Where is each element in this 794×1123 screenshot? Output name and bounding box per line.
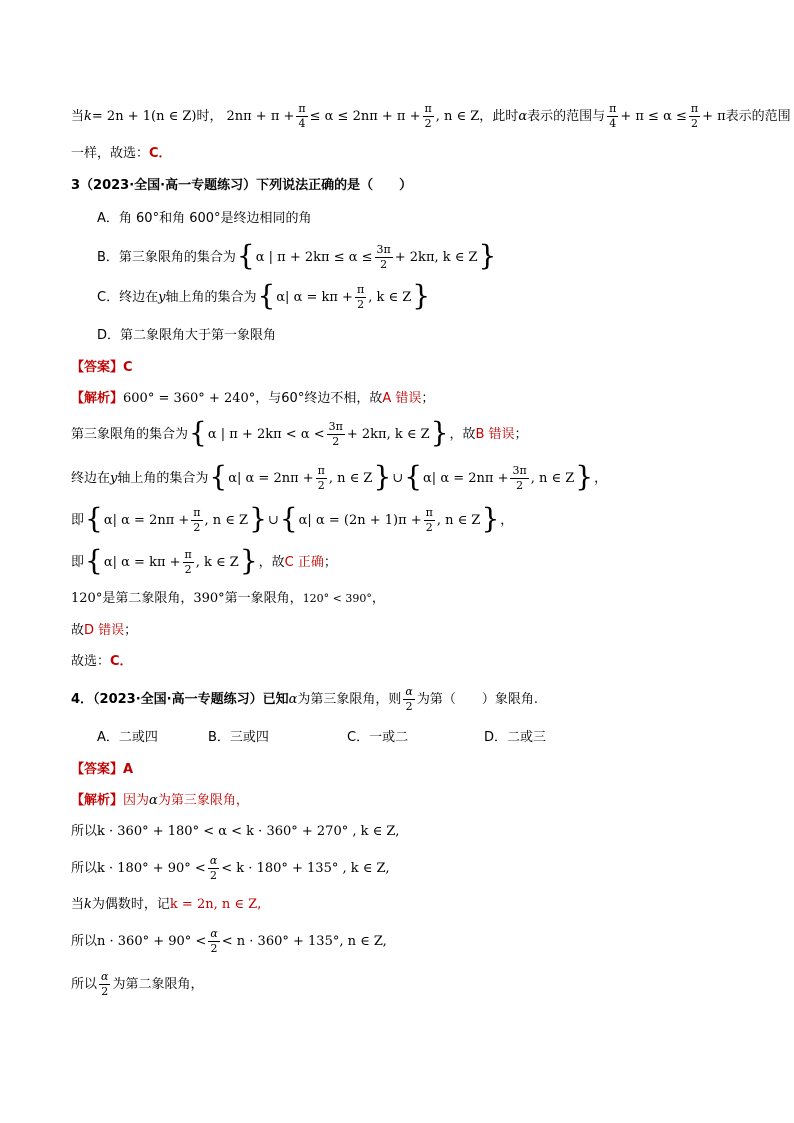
math-var: α — [288, 691, 298, 707]
math-expr: k · 360° + 180° < α < k · 360° + 270° , k ∈ Z, — [97, 823, 400, 839]
highlight-text: 为第三象限角， — [157, 792, 249, 808]
math-expr: 120° — [71, 590, 103, 606]
frac-num: π — [690, 101, 699, 115]
text: 故选： — [71, 653, 111, 669]
text: 即 — [71, 512, 85, 528]
answer-text: C． — [110, 653, 133, 669]
brace: { — [189, 416, 207, 449]
question-text: 4．（2023·全国·高一专题练习）已知 — [71, 691, 289, 707]
text: ，故 — [258, 554, 285, 570]
math-expr: k = 2n, n ∈ Z — [169, 896, 258, 912]
answer-text: C — [123, 359, 133, 375]
frac-num: π — [193, 505, 201, 519]
math-expr: , n ∈ Z — [435, 108, 480, 124]
frac-num: α — [210, 926, 218, 940]
fraction — [355, 284, 366, 310]
math-expr: , n ∈ Z — [328, 470, 373, 486]
text: ， — [371, 590, 385, 606]
fraction — [99, 971, 110, 997]
q3-analysis-line-8 — [71, 641, 754, 681]
math-expr: = 2n + 1(n ∈ Z) — [91, 108, 197, 124]
frac-num: α — [101, 969, 109, 983]
answer-label: 【答案】 — [71, 761, 124, 777]
frac-num: α — [209, 853, 218, 867]
fraction — [403, 686, 414, 712]
brace: { — [236, 239, 255, 272]
frac-num: π — [609, 101, 617, 115]
math-expr: α| α = 2nπ + — [228, 470, 314, 486]
brace: { — [279, 502, 298, 535]
frac-num: 3π — [328, 419, 343, 433]
text: 为偶数时，记 — [91, 896, 170, 912]
solution-line-1 — [71, 96, 791, 136]
math-expr: 600° = 360° + 240° — [123, 390, 256, 406]
frac-den: 2 — [690, 116, 698, 130]
frac-num: π — [184, 547, 192, 561]
math-var: k — [84, 108, 92, 124]
math-expr: α| α = 2nπ + — [423, 470, 509, 486]
option-text: C．终边在 — [97, 289, 159, 305]
frac-den: 2 — [184, 562, 192, 576]
option-text: D．第二象限角大于第一象限角 — [97, 327, 277, 343]
math-expr: α| α = (2n + 1)π + — [298, 512, 422, 528]
frac-den: 4 — [609, 116, 617, 130]
frac-num: 3π — [512, 463, 527, 477]
text: 所以 — [71, 976, 98, 992]
fraction — [316, 465, 327, 491]
text: 所以 — [71, 823, 98, 839]
option-text: 轴上角的集合为 — [165, 289, 257, 305]
math-expr: , n ∈ Z — [204, 512, 249, 528]
fraction — [208, 855, 219, 881]
question-text: 3（2023·全国·高一专题练习）下列说法正确的是（ ） — [71, 177, 413, 193]
brace: } — [430, 416, 449, 449]
math-var: y — [158, 289, 166, 305]
q3-analysis-line-2 — [71, 414, 754, 454]
math-expr: 2nπ + π + — [226, 108, 295, 124]
question-4-title — [71, 679, 754, 719]
fraction — [424, 507, 435, 533]
frac-den: 2 — [516, 478, 524, 492]
option-c: C．一或二 — [347, 729, 409, 745]
fraction — [607, 103, 618, 129]
frac-num: π — [424, 101, 432, 115]
analysis-label: 【解析】 — [71, 390, 124, 406]
fraction — [510, 465, 528, 491]
math-expr: α| α = kπ + — [103, 554, 181, 570]
frac-den: 2 — [193, 520, 201, 534]
text: 是第二象限角， — [102, 590, 194, 606]
math-expr: α | π + 2kπ ≤ α ≤ — [255, 249, 373, 265]
text: ； — [124, 622, 138, 638]
q3-option-a — [97, 198, 754, 238]
frac-den: 2 — [210, 868, 218, 882]
option-text: B．第三象限角的集合为 — [97, 249, 236, 265]
brace: } — [249, 502, 267, 535]
answer-text: C． — [149, 145, 172, 161]
brace: } — [478, 239, 497, 272]
text: 时， — [196, 108, 223, 124]
question-text: 为第三象限角，则 — [297, 691, 402, 707]
analysis-label: 【解析】 — [71, 792, 124, 808]
fraction — [689, 103, 700, 129]
q3-option-c — [97, 277, 754, 317]
question-text: 为第（ ）象限角. — [416, 691, 538, 707]
text: ， — [500, 512, 514, 528]
frac-den: 2 — [424, 116, 432, 130]
answer-label: 【答案】 — [71, 359, 124, 375]
frac-den: 2 — [101, 984, 109, 998]
fraction — [423, 103, 434, 129]
frac-den: 2 — [425, 520, 433, 534]
math-expr: < n · 360° + 135°, n ∈ Z, — [221, 933, 387, 949]
frac-den: 2 — [210, 941, 218, 955]
highlight-text: D 错误 — [84, 622, 125, 638]
math-expr: k · 180° + 90° < — [97, 860, 206, 876]
math-expr: , k ∈ Z — [368, 289, 412, 305]
option-a: A．二或四 — [97, 729, 158, 745]
math-expr: ≤ α ≤ 2nπ + π + — [309, 108, 421, 124]
text: ，故 — [449, 426, 476, 442]
text: 故 — [71, 622, 85, 638]
q4-analysis-line-4 — [71, 884, 754, 924]
fraction — [208, 928, 219, 954]
text: ； — [323, 554, 337, 570]
brace: { — [85, 544, 103, 577]
math-expr: 390° — [193, 590, 225, 606]
fraction — [296, 103, 307, 129]
fraction — [327, 421, 345, 447]
brace: } — [373, 460, 392, 493]
text: 表示的范围与 — [527, 108, 606, 124]
text: 第一象限角， — [224, 590, 303, 606]
text: 所以 — [71, 860, 98, 876]
option-d: D．二或三 — [484, 729, 547, 745]
frac-num: π — [425, 505, 433, 519]
q4-analysis-line-6 — [71, 964, 754, 1004]
frac-num: α — [405, 684, 413, 698]
highlight-text: B 错误 — [475, 426, 515, 442]
brace: } — [239, 544, 258, 577]
math-expr: α | π + 2kπ < α < — [207, 426, 325, 442]
text: 当 — [71, 108, 85, 124]
q3-analysis-line-4 — [71, 500, 754, 540]
q4-analysis-line-3 — [71, 848, 754, 888]
frac-num: 3π — [376, 242, 391, 256]
text: ， — [594, 470, 608, 486]
union-symbol: ∪ — [392, 470, 404, 486]
frac-den: 2 — [332, 434, 340, 448]
union-symbol: ∪ — [267, 512, 279, 528]
brace: } — [575, 460, 594, 493]
text: , — [257, 896, 262, 912]
text: 轴上角的集合为 — [117, 470, 209, 486]
frac-den: 2 — [380, 257, 388, 271]
math-expr: α| α = 2nπ + — [103, 512, 190, 528]
text: ，与60°终边不相，故 — [255, 390, 383, 406]
q4-analysis-line-5 — [71, 921, 754, 961]
text: 即 — [71, 554, 85, 570]
frac-num: π — [317, 463, 325, 477]
fraction — [183, 549, 194, 575]
option-text: A．角 60°和角 600°是终边相同的角 — [97, 210, 312, 226]
answer-text: A — [123, 761, 134, 777]
math-var: α — [149, 792, 158, 808]
brace: { — [257, 279, 276, 312]
fraction — [191, 507, 202, 533]
frac-den: 2 — [357, 297, 365, 311]
q4-analysis-line-2 — [71, 811, 754, 851]
frac-den: 2 — [405, 699, 413, 713]
text: ，此时 — [479, 108, 519, 124]
fraction — [375, 244, 393, 270]
text: ； — [514, 426, 528, 442]
math-var: y — [110, 470, 118, 486]
brace: } — [412, 279, 431, 312]
math-expr: , k ∈ Z — [195, 554, 239, 570]
math-expr: + 2kπ, k ∈ Z — [346, 426, 430, 442]
brace: { — [404, 460, 423, 493]
brace: { — [209, 460, 228, 493]
math-expr: n · 360° + 90° < — [97, 933, 207, 949]
frac-den: 4 — [298, 116, 306, 130]
math-var: α — [518, 108, 528, 124]
text: 为第二象限角， — [112, 976, 204, 992]
text: ； — [421, 390, 435, 406]
q3-analysis-line-3 — [71, 458, 754, 498]
math-expr: , n ∈ Z — [530, 470, 575, 486]
highlight-text: 因为 — [123, 792, 150, 808]
brace: { — [85, 502, 103, 535]
text: 一样，故选： — [71, 145, 150, 161]
q3-option-b — [97, 237, 754, 277]
q3-analysis-line-5 — [71, 542, 754, 582]
math-expr: + π ≤ α ≤ — [620, 108, 687, 124]
text: 第三象限角的集合为 — [71, 426, 189, 442]
math-expr: + π表示的范围 — [702, 108, 791, 124]
option-b: B．三或四 — [208, 729, 269, 745]
text: 当 — [71, 896, 85, 912]
math-var: k — [84, 896, 92, 912]
frac-den: 2 — [317, 478, 325, 492]
brace: } — [481, 502, 500, 535]
math-expr: , n ∈ Z — [436, 512, 481, 528]
text: 终边在 — [71, 470, 111, 486]
highlight-text: C 正确 — [284, 554, 324, 570]
q3-analysis-line-1 — [71, 378, 754, 418]
text: 所以 — [71, 933, 98, 949]
math-expr: α| α = kπ + — [276, 289, 353, 305]
frac-num: π — [356, 282, 365, 296]
math-expr: < k · 180° + 135° , k ∈ Z, — [221, 860, 390, 876]
frac-num: π — [298, 101, 306, 115]
math-expr: + 2kπ, k ∈ Z — [394, 249, 478, 265]
highlight-text: A 错误 — [382, 390, 422, 406]
math-expr: 120° < 390° — [302, 591, 372, 605]
